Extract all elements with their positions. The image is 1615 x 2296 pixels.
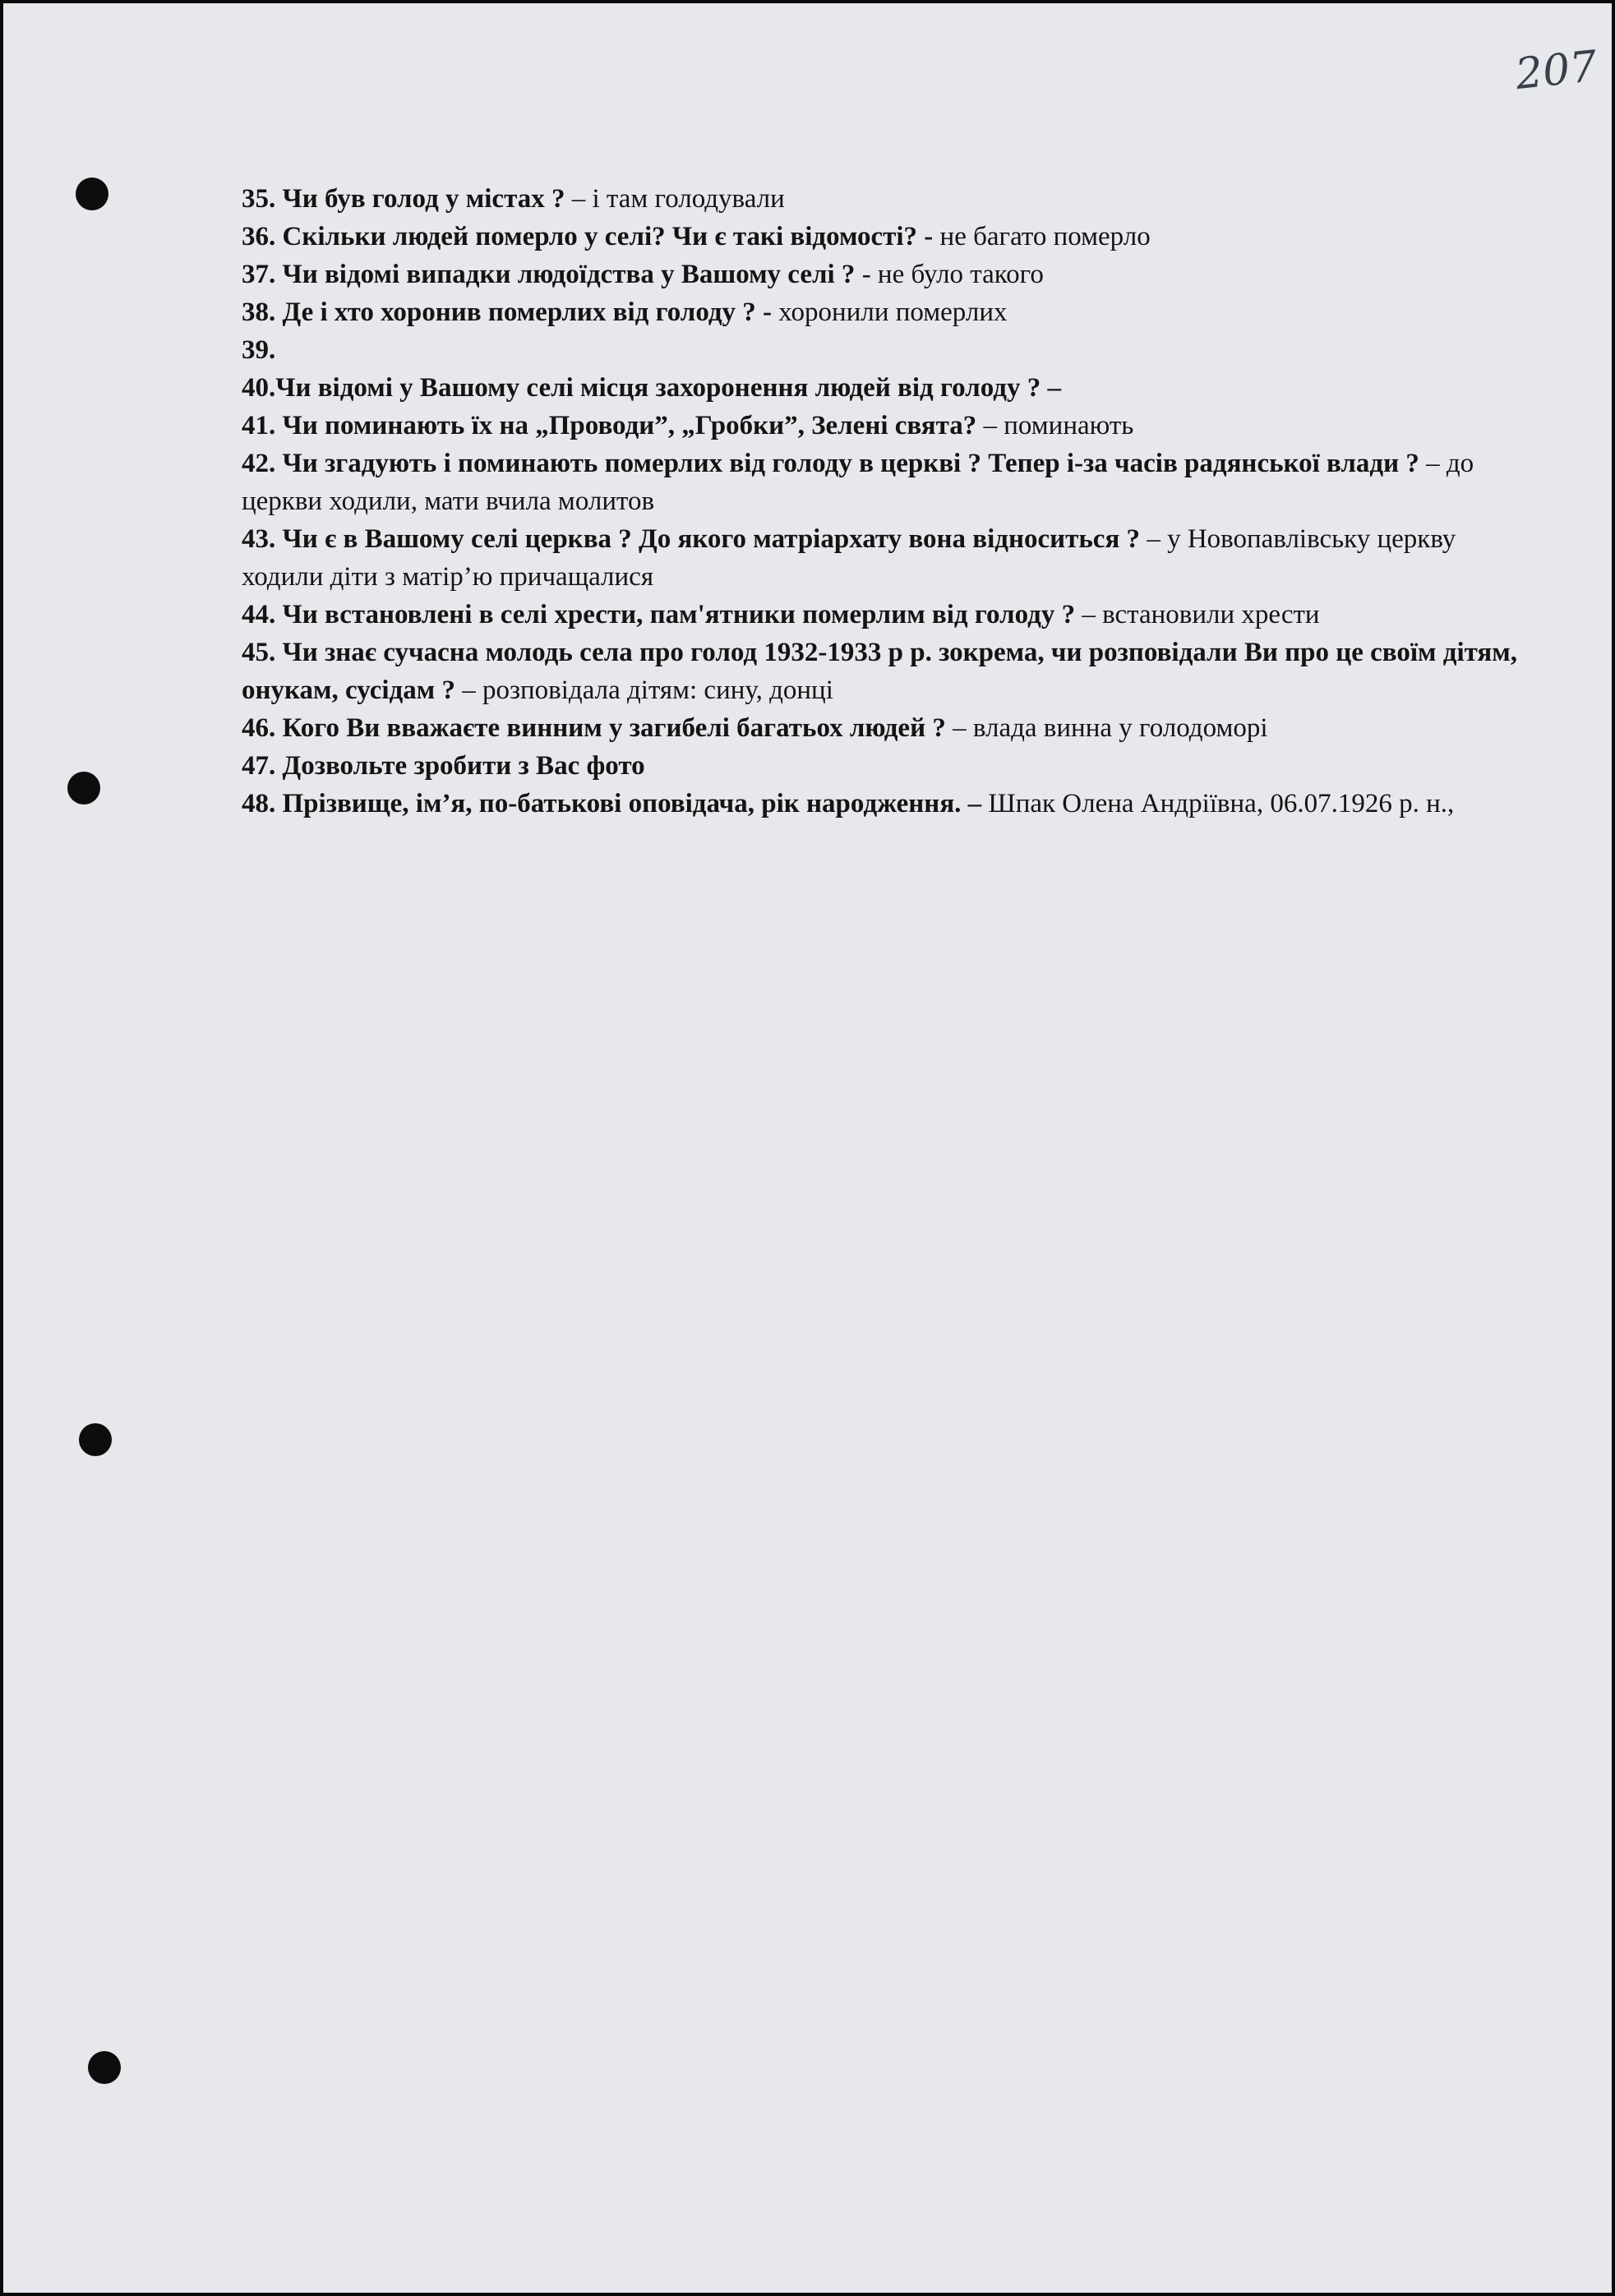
question-item (242, 520, 1524, 596)
document-page (3, 3, 1612, 2293)
question: 37. Чи відомі випадки людоїдства у Вашому селі ? (242, 260, 856, 289)
handwritten-page-number: 207 (1513, 41, 1600, 100)
question-item (242, 445, 1524, 520)
punch-hole (79, 1423, 112, 1456)
question-item (242, 747, 1524, 785)
punch-hole (88, 2051, 121, 2084)
question-item (242, 256, 1524, 293)
question-item (242, 218, 1524, 256)
question-item (242, 596, 1524, 634)
question-item (242, 331, 1524, 369)
question-item (242, 293, 1524, 331)
question-item (242, 180, 1524, 218)
punch-hole (67, 772, 100, 805)
question: 45. Чи знає сучасна молодь села про голод 1932-1933 р р. зокрема, чи розповідали Ви про це своїм дітям, онукам, сусідам ? (242, 638, 1517, 705)
question: 48. Прізвище, ім’я, по-батькові оповідача, рік народження. – (242, 789, 982, 818)
question: 41. Чи поминають їх на „Проводи”, „Гробки”, Зелені свята? (242, 411, 977, 440)
question: 43. Чи є в Вашому селі церква ? До якого матріархату вона відноситься ? (242, 524, 1141, 554)
question: 39. (242, 335, 276, 365)
question-item (242, 634, 1524, 709)
answer: – розповідала дітям: сину, донці (455, 675, 833, 705)
answer: хоронили померлих (772, 297, 1008, 327)
question: 42. Чи згадують і поминають померлих від голоду в церкві ? Тепер і-за часів радянської влади ? (242, 449, 1419, 478)
answer: – поминають (976, 411, 1134, 440)
answer: - не було такого (855, 260, 1044, 289)
question: 47. Дозвольте зробити з Вас фото (242, 751, 645, 781)
question-item (242, 785, 1524, 823)
question: 35. Чи був голод у містах ? (242, 184, 565, 214)
answer: – у Новопавлівську церкву ходили діти з матір’ю причащалися (242, 524, 1456, 592)
question: 46. Кого Ви вважаєте винним у загибелі багатьох людей ? (242, 713, 946, 743)
question: 38. Де і хто хоронив померлих від голоду ? - (242, 297, 773, 327)
answer: не багато померло (933, 222, 1151, 251)
question: 40.Чи відомі у Вашому селі місця захоронення людей від голоду ? – (242, 373, 1061, 403)
question: 36. Скільки людей померло у селі? Чи є такі відомості? - (242, 222, 934, 251)
answer: – до церкви ходили, мати вчила молитов (242, 449, 1474, 516)
answer: – влада винна у голодоморі (945, 713, 1268, 743)
question-item (242, 709, 1524, 747)
questionnaire-text (242, 180, 1524, 823)
punch-hole (76, 178, 108, 210)
question: 44. Чи встановлені в селі хрести, пам'ятники померлим від голоду ? (242, 600, 1076, 629)
answer: – і там голодували (565, 184, 785, 214)
question-item (242, 407, 1524, 445)
answer: Шпак Олена Андріївна, 06.07.1926 р. н., (981, 789, 1455, 818)
question-item (242, 369, 1524, 407)
answer: – встановили хрести (1075, 600, 1320, 629)
